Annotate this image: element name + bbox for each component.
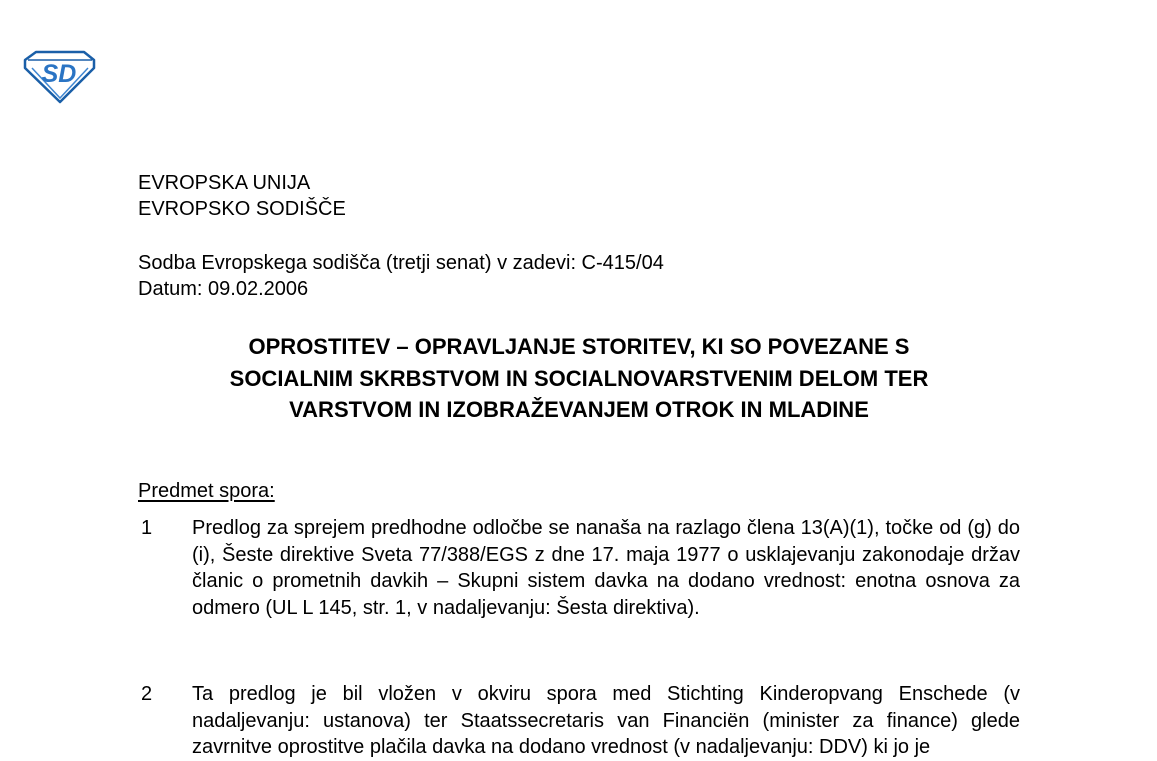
judgment-date: Datum: 09.02.2006 — [138, 278, 309, 300]
paragraph-1-text: Predlog za sprejem predhodne odločbe se nanaša na razlago člena 13(A)(1), točke od (g) do (i), Šeste direktive Sveta 77/388/EGS z dne 17. maja 1977 o usklajevanju zakonodaje držav članic o prometnih davkih – Skupni sistem davka na dodano vrednost: enotna osnova za odmero (UL L 145, str. 1, v nadaljevanju: Šesta direktiva). — [192, 517, 1020, 619]
sd-logo — [22, 48, 96, 104]
title-line-2: SOCIALNIM SKRBSTVOM IN SOCIALNOVARSTVENIM DELOM TER — [229, 365, 929, 391]
paragraph-2-number: 2 — [141, 683, 153, 705]
header-court: EVROPSKO SODIŠČE — [138, 198, 346, 220]
document-title — [138, 331, 1020, 426]
case-reference: Sodba Evropskega sodišča (tretji senat) v zadevi: C-415/04 — [138, 252, 664, 274]
title-line-1: OPROSTITEV – OPRAVLJANJE STORITEV, KI SO POVEZANE S — [248, 334, 910, 359]
paragraph-2-text: Ta predlog je bil vložen v okviru spora med Stichting Kinderopvang Enschede (v nadaljevanju: ustanova) ter Staatssecretaris van Financiën (minister za finance) glede zavrnitve oprostitve plačila davka na dodano vrednost (v nadaljevanju: DDV) ki jo je — [192, 683, 1020, 758]
header-union: EVROPSKA UNIJA — [138, 172, 311, 194]
title-line-3: VARSTVOM IN IZOBRAŽEVANJEM OTROK IN MLADINE — [289, 397, 869, 422]
section-heading: Predmet spora: — [138, 480, 275, 502]
sd-shield-logo-icon — [22, 48, 96, 104]
paragraph-1-number: 1 — [141, 517, 153, 539]
logo-text: SD — [41, 60, 77, 88]
